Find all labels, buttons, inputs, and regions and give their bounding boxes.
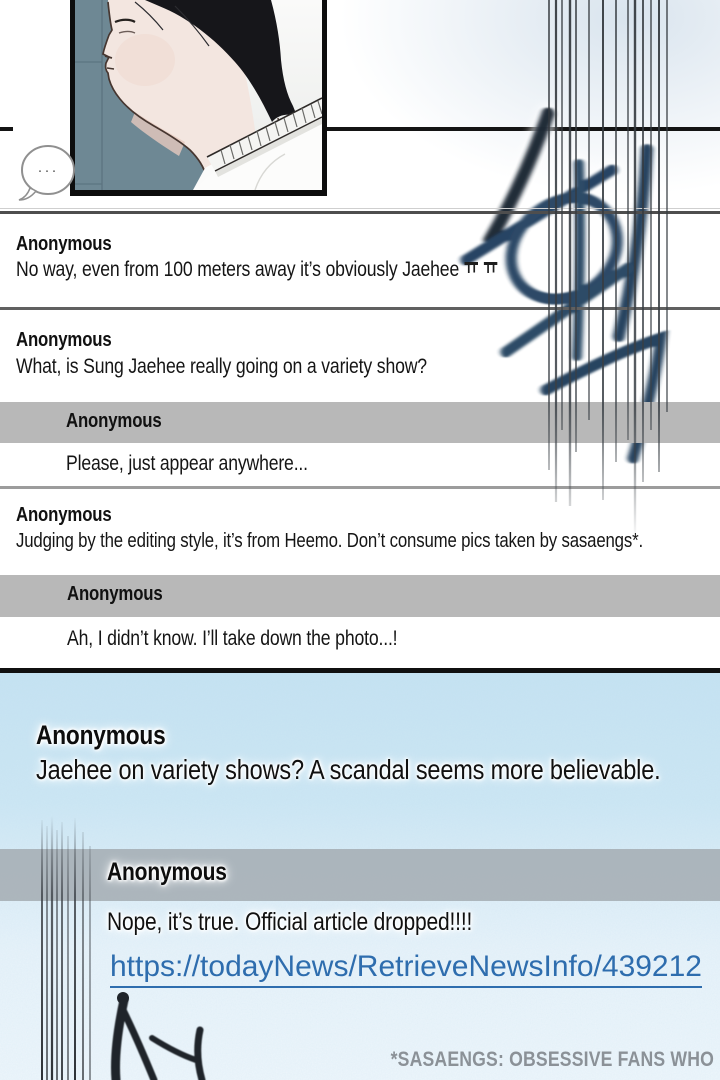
comment-author: Anonymous bbox=[16, 504, 112, 526]
comment-author: Anonymous bbox=[36, 720, 166, 750]
sasaeng-footnote: *SASAENGS: OBSESSIVE FANS WHO bbox=[390, 1048, 714, 1071]
speech-bubble-ellipsis: ··· bbox=[37, 162, 59, 179]
comment-body: Jaehee on variety shows? A scandal seems more believable. bbox=[36, 754, 661, 785]
comment-author: Anonymous bbox=[107, 858, 227, 886]
comment-body: Please, just appear anywhere... bbox=[66, 452, 308, 475]
comment-body: Nope, it’s true. Official article dropped!!!! bbox=[107, 908, 473, 936]
comment-body: No way, even from 100 meters away it’s obviously Jaehee bbox=[16, 258, 589, 282]
shock-sfx-small bbox=[92, 986, 232, 1080]
comment-body: Judging by the editing style, it’s from Heemo. Don’t consume pics taken by sasaengs*. bbox=[16, 530, 643, 552]
comment-author: Anonymous bbox=[16, 233, 112, 255]
news-link[interactable]: https://todayNews/RetrieveNewsInfo/439212 bbox=[110, 950, 702, 988]
comment-author: Anonymous bbox=[66, 410, 162, 432]
comment-body: What, is Sung Jaehee really going on a variety show? bbox=[16, 355, 427, 378]
news-link-row bbox=[110, 950, 702, 984]
comment-author: Anonymous bbox=[16, 329, 112, 351]
comment-author: Anonymous bbox=[67, 583, 163, 605]
comment-body: Ah, I didn’t know. I’ll take down the photo...! bbox=[67, 627, 398, 650]
